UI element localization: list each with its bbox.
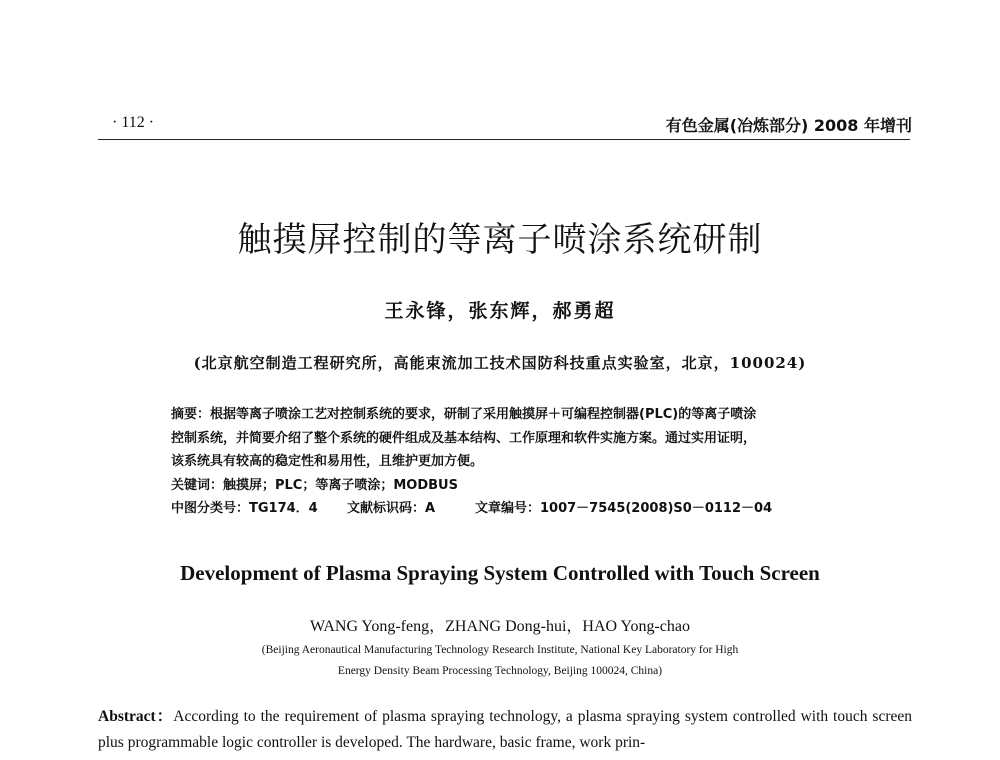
affiliation-en-line: Energy Density Beam Processing Technology, Beijing 100024, China) xyxy=(337,665,663,677)
affiliation-en-line: (Beijing Aeronautical Manufacturing Technology Research Institute, National Key Laboratory for High xyxy=(261,644,739,656)
affiliation-chinese: (北京航空制造工程研究所，高能束流加工技术国防科技重点实验室，北京，100024) xyxy=(193,354,807,372)
classification-number: 中图分类号：TG174．4 xyxy=(171,501,318,516)
keywords-chinese: 关键词：触摸屏；PLC；等离子喷涂；MODBUS xyxy=(171,477,458,493)
affiliation-english xyxy=(0,640,1000,682)
abstract-label: Abstract： xyxy=(98,708,174,725)
page-number: · 112 · xyxy=(112,114,155,131)
abstract-cn-line: 摘要：根据等离子喷涂工艺对控制系统的要求，研制了采用触摸屏＋可编程控制器(PLC)的等离子喷涂 xyxy=(171,407,757,422)
title-chinese: 触摸屏控制的等离子喷涂系统研制 xyxy=(237,220,763,260)
authors-english: WANG Yong-feng，ZHANG Dong-hui，HAO Yong-chao xyxy=(310,618,690,635)
journal-name: 有色金属(冶炼部分) 2008 年增刊 xyxy=(665,116,912,135)
title-english: Development of Plasma Spraying System Controlled with Touch Screen xyxy=(180,561,820,585)
abstract-cn-line: 控制系统，并简要介绍了整个系统的硬件组成及基本结构、工作原理和软件实施方案。通过实用证明， xyxy=(171,430,757,446)
authors-chinese: 王永锋，张东辉，郝勇超 xyxy=(384,300,616,322)
header-rule xyxy=(98,139,910,140)
abstract-english xyxy=(98,704,912,756)
article-id: 文章编号：1007－7545(2008)S0－0112－04 xyxy=(475,501,773,516)
abstract-chinese xyxy=(171,403,861,521)
classification-line xyxy=(171,497,861,521)
document-code: 文献标识码：A xyxy=(347,501,436,516)
abstract-text: According to the requirement of plasma spraying technology, a plasma spraying system controlled with touch screen plus programmable logic controller is developed. The hardware, basic frame, work prin- xyxy=(98,708,912,751)
abstract-cn-line: 该系统具有较高的稳定性和易用性，且维护更加方便。 xyxy=(171,454,484,469)
